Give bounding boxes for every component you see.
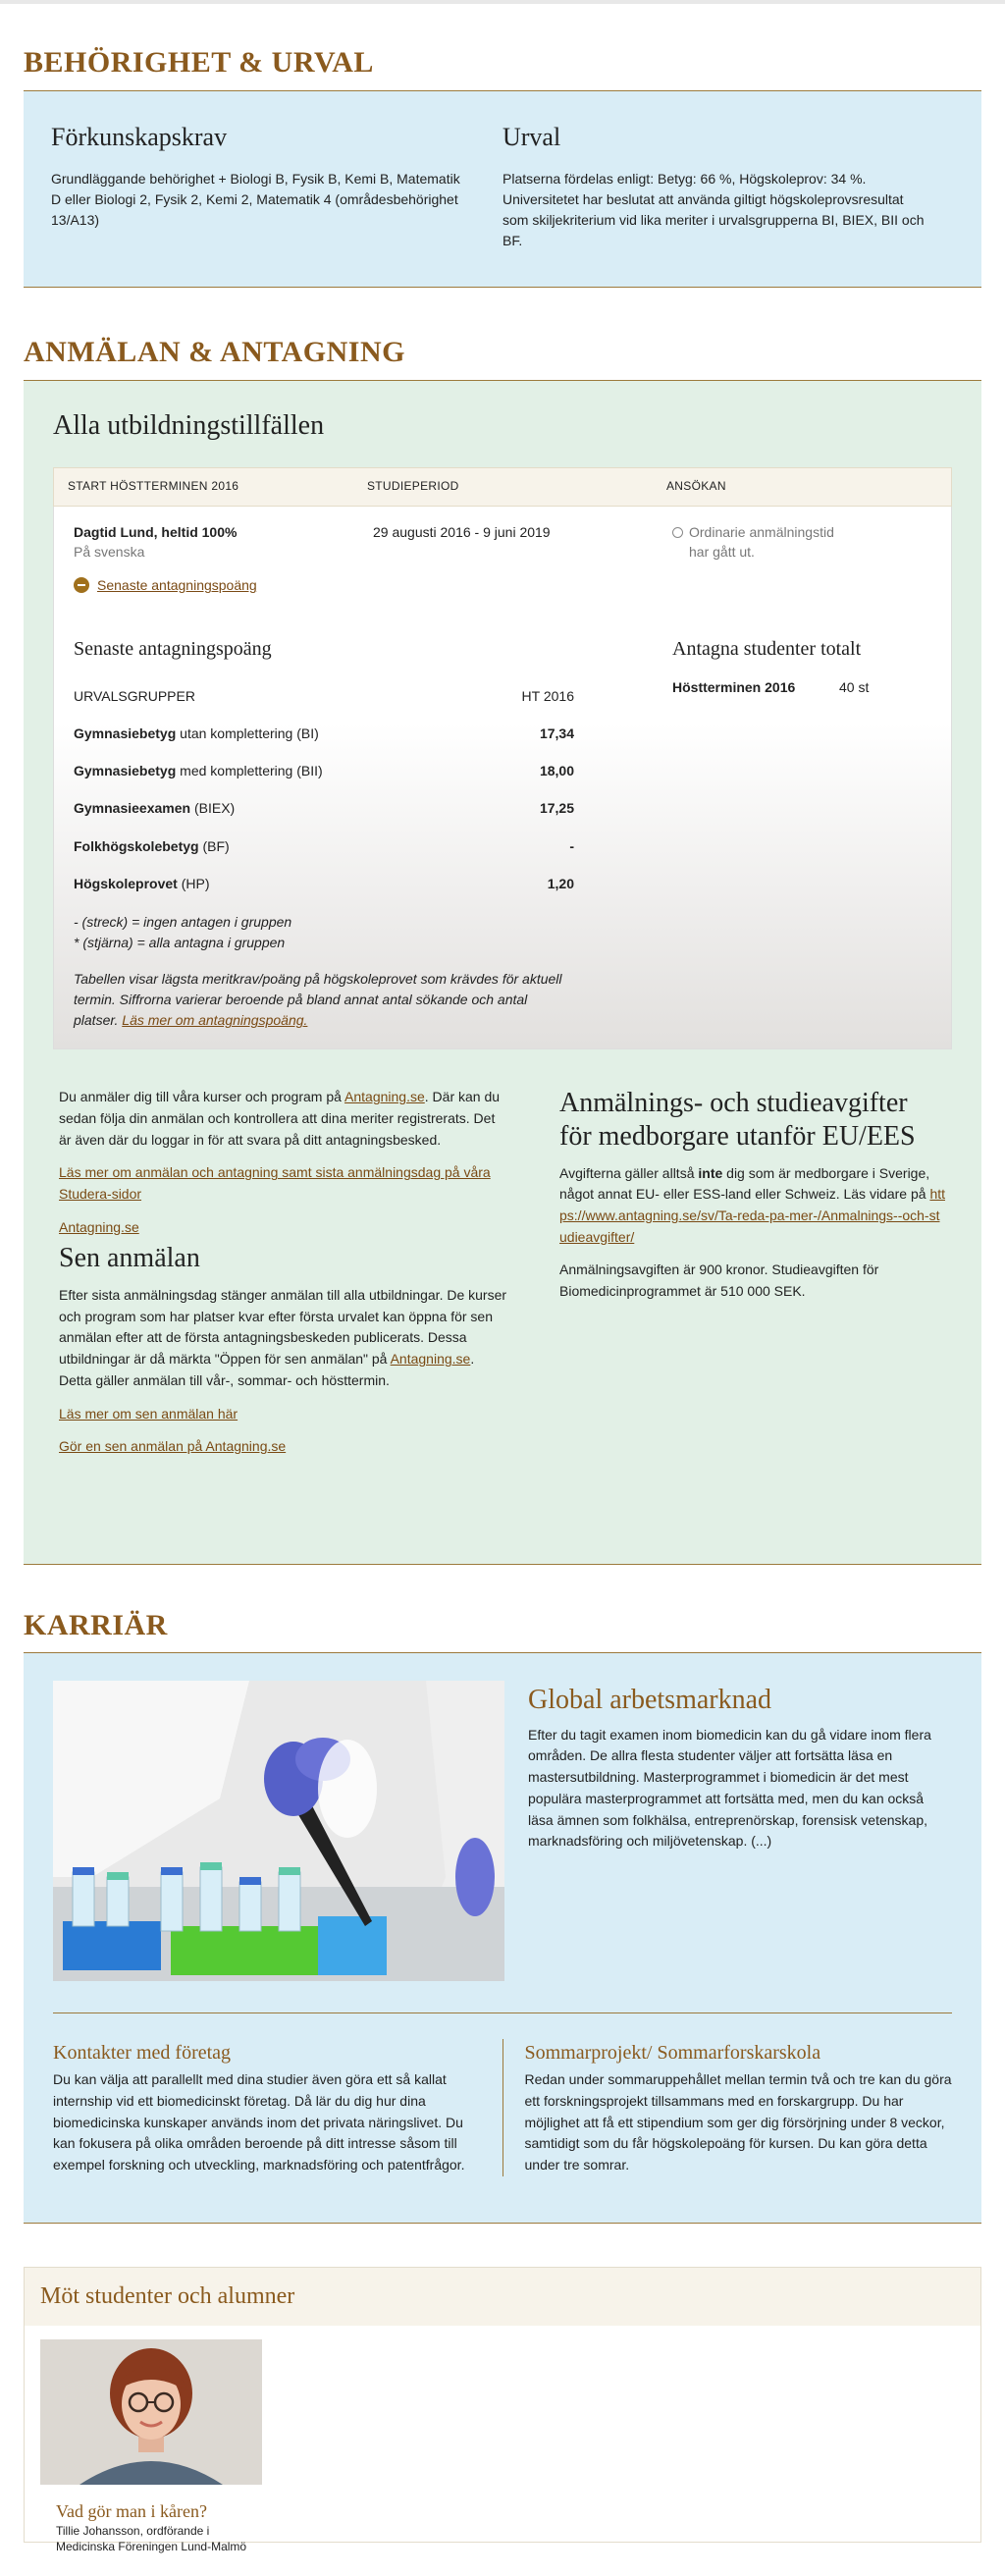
- note-streck: - (streck) = ingen antagen i gruppen: [74, 914, 292, 931]
- scores-title: Senaste antagningspoäng: [74, 637, 272, 660]
- score-value: 18,00: [539, 763, 574, 779]
- apply-inline-link[interactable]: Antagning.se: [344, 1089, 425, 1105]
- global-market-block: [504, 1681, 952, 1981]
- global-text: Efter du tagit examen inom biomedicin kan du gå vidare inom flera områden. De allra flesta studenter väljer att fortsätta läsa en mastersutbildning. Masterprogrammet i biomedicin är det mest populära masterprogrammet att fortsätta med, men du kan också läsa ämnen som folkhälsa, entreprenörskap, forensisk vetenskap, marknadsföring och miljövetenskap. (...): [528, 1726, 931, 1850]
- late-text: [59, 1285, 510, 1391]
- course-name: Dagtid Lund, heltid 100%: [74, 523, 238, 540]
- table-header-start: START HÖSTTERMINEN 2016: [68, 479, 239, 494]
- section-title-karriar: KARRIÄR: [24, 1608, 168, 1641]
- student-avatar[interactable]: [40, 2339, 262, 2485]
- late-inline-link[interactable]: Antagning.se: [390, 1351, 471, 1368]
- score-group-name: Högskoleprovet: [74, 876, 178, 892]
- apply-text-start: Du anmäler dig till våra kurser och program på: [59, 1089, 345, 1105]
- score-group-detail: (BF): [198, 837, 230, 854]
- summer-title: Sommarprojekt/ Sommarforskarskola: [524, 2042, 821, 2065]
- urval-title: Urval: [502, 122, 561, 151]
- fees-text-mid: dig som är medborgare i Sverige, något annat EU- eller ESS-land eller Schweiz. Läs vidare på: [559, 1164, 930, 1203]
- score-group-name: Gymnasiebetyg: [74, 724, 177, 741]
- apply-column: [59, 1087, 520, 1470]
- apply-text-end: . Där kan du sedan följa din anmälan och kontrollera att dina meriter registrerats. Det är även där du loggar in för att svara på ditt antagningsbesked.: [59, 1089, 501, 1148]
- karriar-divider: [53, 2012, 952, 2013]
- admitted-count: 40 st: [839, 678, 870, 695]
- student-portrait-illustration: [40, 2339, 262, 2485]
- read-more-link[interactable]: Läs mer om anmälan och antagning samt sista anmälningsdag på våra Studera-sidor: [59, 1164, 491, 1203]
- late-title: Sen anmälan: [59, 1243, 200, 1274]
- prereq-column: [51, 119, 502, 252]
- score-row: [74, 865, 574, 902]
- table-header-application: ANSÖKAN: [666, 479, 726, 494]
- score-value: 17,25: [539, 800, 574, 817]
- scores-area: [74, 635, 931, 1032]
- score-group-detail: (HP): [177, 876, 210, 892]
- table-header-period: STUDIEPERIOD: [367, 479, 459, 494]
- scores-toggle[interactable]: [74, 575, 931, 595]
- summer-block: [502, 2039, 953, 2175]
- course-language: På svenska: [74, 543, 145, 560]
- scores-table: [74, 635, 574, 1032]
- apply-text: [59, 1087, 510, 1151]
- score-row: [74, 715, 574, 752]
- clock-icon: [672, 527, 683, 538]
- table-header: [53, 467, 952, 506]
- fees-title: Anmälnings- och studieavgifter för medborgare utanför EU/EES: [559, 1088, 916, 1152]
- admitted-area: [574, 635, 931, 1032]
- scores-toggle-link[interactable]: Senaste antagningspoäng: [97, 577, 257, 594]
- contacts-text: Du kan välja att parallellt med dina studier även göra ett så kallat internship vid ett biomedicinskt företag. Då lär du dig hur dina biomedicinska kunskaper används inom det privata näringslivet. Du kan fokusera på olika områden beroende på ditt intresse såsom till exempel forskning och utveckling, marknadsföring och patentfrågor.: [53, 2071, 465, 2173]
- score-group-detail: utan komplettering (BI): [176, 724, 319, 741]
- lab-photo: [53, 1681, 504, 1981]
- global-title: Global arbetsmarknad: [528, 1685, 772, 1716]
- late-text-end: . Detta gäller anmälan till vår-, sommar- och hösttermin.: [59, 1351, 475, 1388]
- student-card[interactable]: [25, 2326, 980, 2553]
- score-group-name: Gymnasiebetyg: [74, 763, 177, 779]
- group-header: URVALSGRUPPER: [74, 687, 195, 704]
- urval-text: Platserna fördelas enligt: Betyg: 66 %, Högskoleprov: 34 %. Universitetet har beslutat att använda giltigt högskoleprovsresultat som skiljekriterium vid lika meriter i urvalsgrupperna BI, BIEX, BII och BF.: [502, 171, 925, 249]
- behorighet-section: [24, 90, 981, 289]
- anmalan-subtitle: Alla utbildningstillfällen: [53, 409, 325, 441]
- note-stjarna: * (stjärna) = alla antagna i gruppen: [74, 935, 286, 951]
- score-value: -: [569, 837, 574, 854]
- score-group-name: Folkhögskolebetyg: [74, 837, 199, 854]
- score-row: [74, 752, 574, 789]
- prereq-title: Förkunskapskrav: [51, 122, 228, 151]
- score-value: 1,20: [547, 876, 574, 892]
- fees-bold: inte: [698, 1164, 723, 1181]
- score-value: 17,34: [539, 724, 574, 741]
- score-group-detail: (BIEX): [190, 800, 236, 817]
- urval-column: [502, 119, 954, 252]
- fees-amount: Anmälningsavgiften är 900 kronor. Studieavgiften för Biomedicinprogrammet är 510 000 SEK.: [559, 1261, 879, 1299]
- antagning-link[interactable]: Antagning.se: [59, 1218, 139, 1235]
- karriar-section: [24, 1652, 981, 2224]
- fees-link[interactable]: https://www.antagning.se/sv/Ta-reda-pa-mer-/Anmalnings--och-studieavgifter/: [559, 1186, 946, 1245]
- anmalan-section: [24, 380, 981, 1565]
- late-apply-link[interactable]: Gör en sen anmälan på Antagning.se: [59, 1438, 287, 1455]
- apply-info: [53, 1087, 952, 1470]
- application-status: Ordinarie anmälningstid har gått ut.: [689, 523, 834, 560]
- course-panel: [53, 507, 952, 1050]
- fees-text-start: Avgifterna gäller alltså: [559, 1164, 699, 1181]
- score-row: [74, 789, 574, 827]
- collapse-minus-icon[interactable]: [74, 577, 89, 593]
- fees-text: [559, 1163, 946, 1249]
- scores-explanation: [74, 969, 574, 1031]
- fees-column: [520, 1087, 946, 1470]
- score-row: [74, 828, 574, 865]
- student-card-title[interactable]: Vad gör man i kåren?: [56, 2500, 207, 2521]
- prereq-text: Grundläggande behörighet + Biologi B, Fysik B, Kemi B, Matematik D eller Biologi 2, Fysik 2, Kemi 2, Matematik 4 (områdesbehörighet 13/A13): [51, 171, 460, 229]
- admitted-term: Höstterminen 2016: [672, 678, 796, 695]
- section-title-anmalan: ANMÄLAN & ANTAGNING: [24, 336, 405, 369]
- course-period: 29 augusti 2016 - 9 juni 2019: [373, 523, 551, 540]
- section-title-behorighet: BEHÖRIGHET & URVAL: [24, 46, 374, 79]
- table-row: [74, 522, 931, 563]
- score-group-detail: med komplettering (BII): [176, 763, 323, 779]
- late-more-link[interactable]: Läs mer om sen anmälan här: [59, 1405, 238, 1422]
- scores-header-row: [74, 677, 574, 715]
- explanation-text: Tabellen visar lägsta meritkrav/poäng på högskoleprovet som krävdes för aktuell termin. Siffrorna varierar beroende på bland annat antal sökande och antal platser.: [74, 971, 562, 1029]
- summer-text: Redan under sommaruppehållet mellan termin två och tre kan du göra ett forskningsprojekt tillsammans med en forskargrupp. Du har möjlighet att få ett stipendium som ger dig försörjning under 8 veckor, samtidigt som du får högskolepoäng för kursen. Du kan göra detta under tre somrar.: [524, 2071, 952, 2173]
- contacts-title: Kontakter med företag: [53, 2042, 232, 2065]
- late-text-start: Efter sista anmälningsdag stänger anmälan till alla utbildningar. De kurser och program som har platser kvar efter första urvalet kan öppna för sen anmälan efter att de första antagningsbeskeden publicerats. Dessa utbildningar är då märkta "Öppen för sen anmälan" på: [59, 1287, 507, 1368]
- term-header: HT 2016: [521, 687, 574, 704]
- meet-students-section: [24, 2267, 981, 2553]
- meet-title: Möt studenter och alumner: [25, 2268, 980, 2326]
- score-group-name: Gymnasieexamen: [74, 800, 191, 817]
- explanation-link[interactable]: Läs mer om antagningspoäng.: [122, 1012, 308, 1029]
- contacts-block: [53, 2039, 502, 2175]
- score-notes: [74, 912, 574, 1031]
- student-card-text: Tillie Johansson, ordförande i Medicinska Föreningen Lund-Malmö: [56, 2524, 247, 2553]
- admitted-title: Antagna studenter totalt: [672, 637, 862, 660]
- lab-pipette-illustration: [53, 1681, 504, 1981]
